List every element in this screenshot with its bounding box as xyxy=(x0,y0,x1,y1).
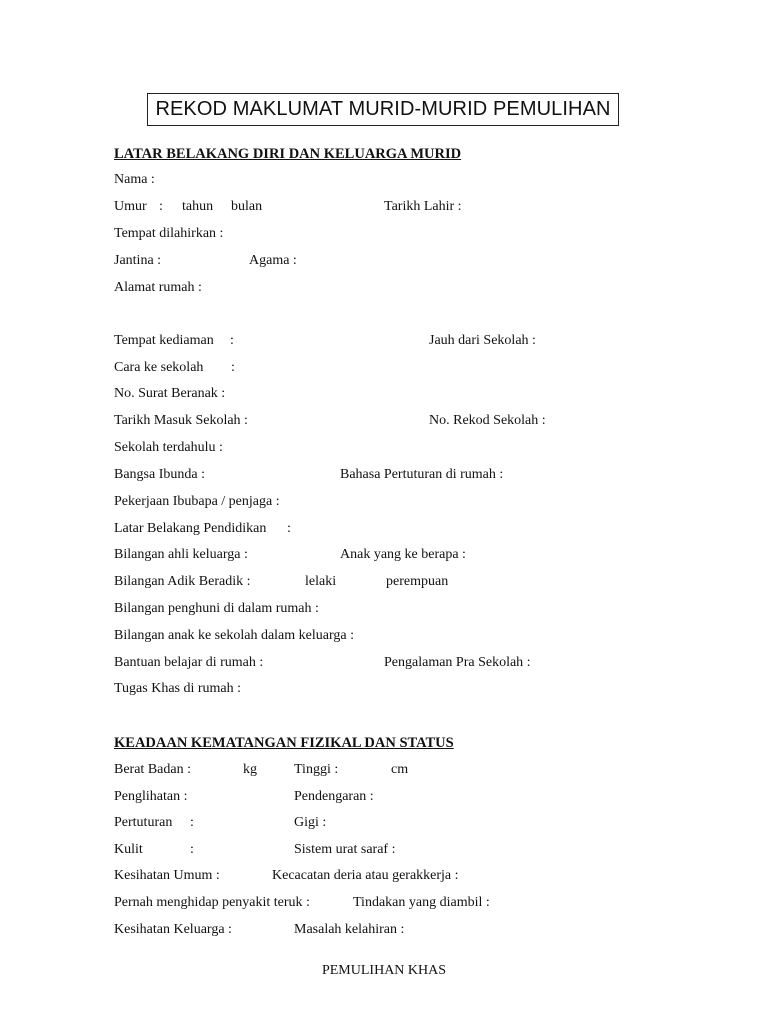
label-no-rekod-sekolah: No. Rekod Sekolah : xyxy=(429,413,546,428)
label-tugas-khas: Tugas Khas di rumah : xyxy=(114,681,242,696)
label-pertuturan: Pertuturan xyxy=(114,815,173,830)
label-umur: Umur xyxy=(114,199,147,214)
label-pengalaman-pra-sekolah: Pengalaman Pra Sekolah : xyxy=(384,655,531,670)
label-tarikh-masuk-sekolah: Tarikh Masuk Sekolah : xyxy=(114,413,248,428)
label-gigi: Gigi : xyxy=(294,815,327,830)
label-bantuan-belajar: Bantuan belajar di rumah : xyxy=(114,655,264,670)
label-pendengaran: Pendengaran : xyxy=(294,789,374,804)
label-alamat-rumah: Alamat rumah : xyxy=(114,280,202,295)
colon-kulit: : xyxy=(190,842,194,857)
label-masalah-kelahiran: Masalah kelahiran : xyxy=(294,922,405,937)
label-latar-belakang-pendidikan: Latar Belakang Pendidikan xyxy=(114,521,267,536)
label-pernah-menghidap: Pernah menghidap penyakit teruk : xyxy=(114,895,310,910)
label-bilangan-ahli-keluarga: Bilangan ahli keluarga : xyxy=(114,547,248,562)
section-heading-physical: KEADAAN KEMATANGAN FIZIKAL DAN STATUS xyxy=(114,735,454,751)
colon-cara-ke-sekolah: : xyxy=(231,360,235,375)
label-bilangan-penghuni: Bilangan penghuni di dalam rumah : xyxy=(114,601,319,616)
section-heading-background: LATAR BELAKANG DIRI DAN KELUARGA MURID xyxy=(114,146,462,162)
label-kecacatan: Kecacatan deria atau gerakkerja : xyxy=(272,868,459,883)
label-bangsa-ibunda: Bangsa Ibunda : xyxy=(114,467,205,482)
label-sekolah-terdahulu: Sekolah terdahulu : xyxy=(114,440,223,455)
label-no-surat-beranak: No. Surat Beranak : xyxy=(114,386,226,401)
label-tempat-kediaman: Tempat kediaman xyxy=(114,333,214,348)
label-tarikh-lahir: Tarikh Lahir : xyxy=(384,199,462,214)
label-tindakan: Tindakan yang diambil : xyxy=(353,895,490,910)
colon-pertuturan: : xyxy=(190,815,194,830)
label-lelaki: lelaki xyxy=(305,574,337,589)
label-pekerjaan-ibubapa: Pekerjaan Ibubapa / penjaga : xyxy=(114,494,280,509)
label-penglihatan: Penglihatan : xyxy=(114,789,188,804)
label-nama: Nama : xyxy=(114,172,155,187)
label-sistem-urat-saraf: Sistem urat saraf : xyxy=(294,842,396,857)
colon-latar-belakang-pendidikan: : xyxy=(287,521,291,536)
label-kesihatan-umum: Kesihatan Umum : xyxy=(114,868,220,883)
label-anak-yang-ke-berapa: Anak yang ke berapa : xyxy=(340,547,466,562)
page-title: REKOD MAKLUMAT MURID-MURID PEMULIHAN xyxy=(155,98,611,120)
label-bahasa-pertuturan: Bahasa Pertuturan di rumah : xyxy=(340,467,504,482)
label-cm: cm xyxy=(391,762,409,777)
label-agama: Agama : xyxy=(249,253,297,268)
label-tempat-dilahirkan: Tempat dilahirkan : xyxy=(114,226,224,241)
page-footer: PEMULIHAN KHAS xyxy=(321,963,447,978)
label-bulan: bulan xyxy=(231,199,263,214)
label-bilangan-anak-ke-sekolah: Bilangan anak ke sekolah dalam keluarga : xyxy=(114,628,354,643)
label-tahun: tahun xyxy=(182,199,214,214)
label-kg: kg xyxy=(243,762,257,777)
label-kesihatan-keluarga: Kesihatan Keluarga : xyxy=(114,922,232,937)
label-jantina: Jantina : xyxy=(114,253,162,268)
colon-umur: : xyxy=(159,199,163,214)
label-kulit: Kulit xyxy=(114,842,143,857)
label-tinggi: Tinggi : xyxy=(294,762,339,777)
title-box xyxy=(147,93,619,126)
label-cara-ke-sekolah: Cara ke sekolah xyxy=(114,360,204,375)
label-jauh-dari-sekolah: Jauh dari Sekolah : xyxy=(429,333,536,348)
label-berat-badan: Berat Badan : xyxy=(114,762,191,777)
label-bilangan-adik-beradik: Bilangan Adik Beradik : xyxy=(114,574,251,589)
label-perempuan: perempuan xyxy=(386,574,449,589)
colon-tempat-kediaman: : xyxy=(230,333,234,348)
